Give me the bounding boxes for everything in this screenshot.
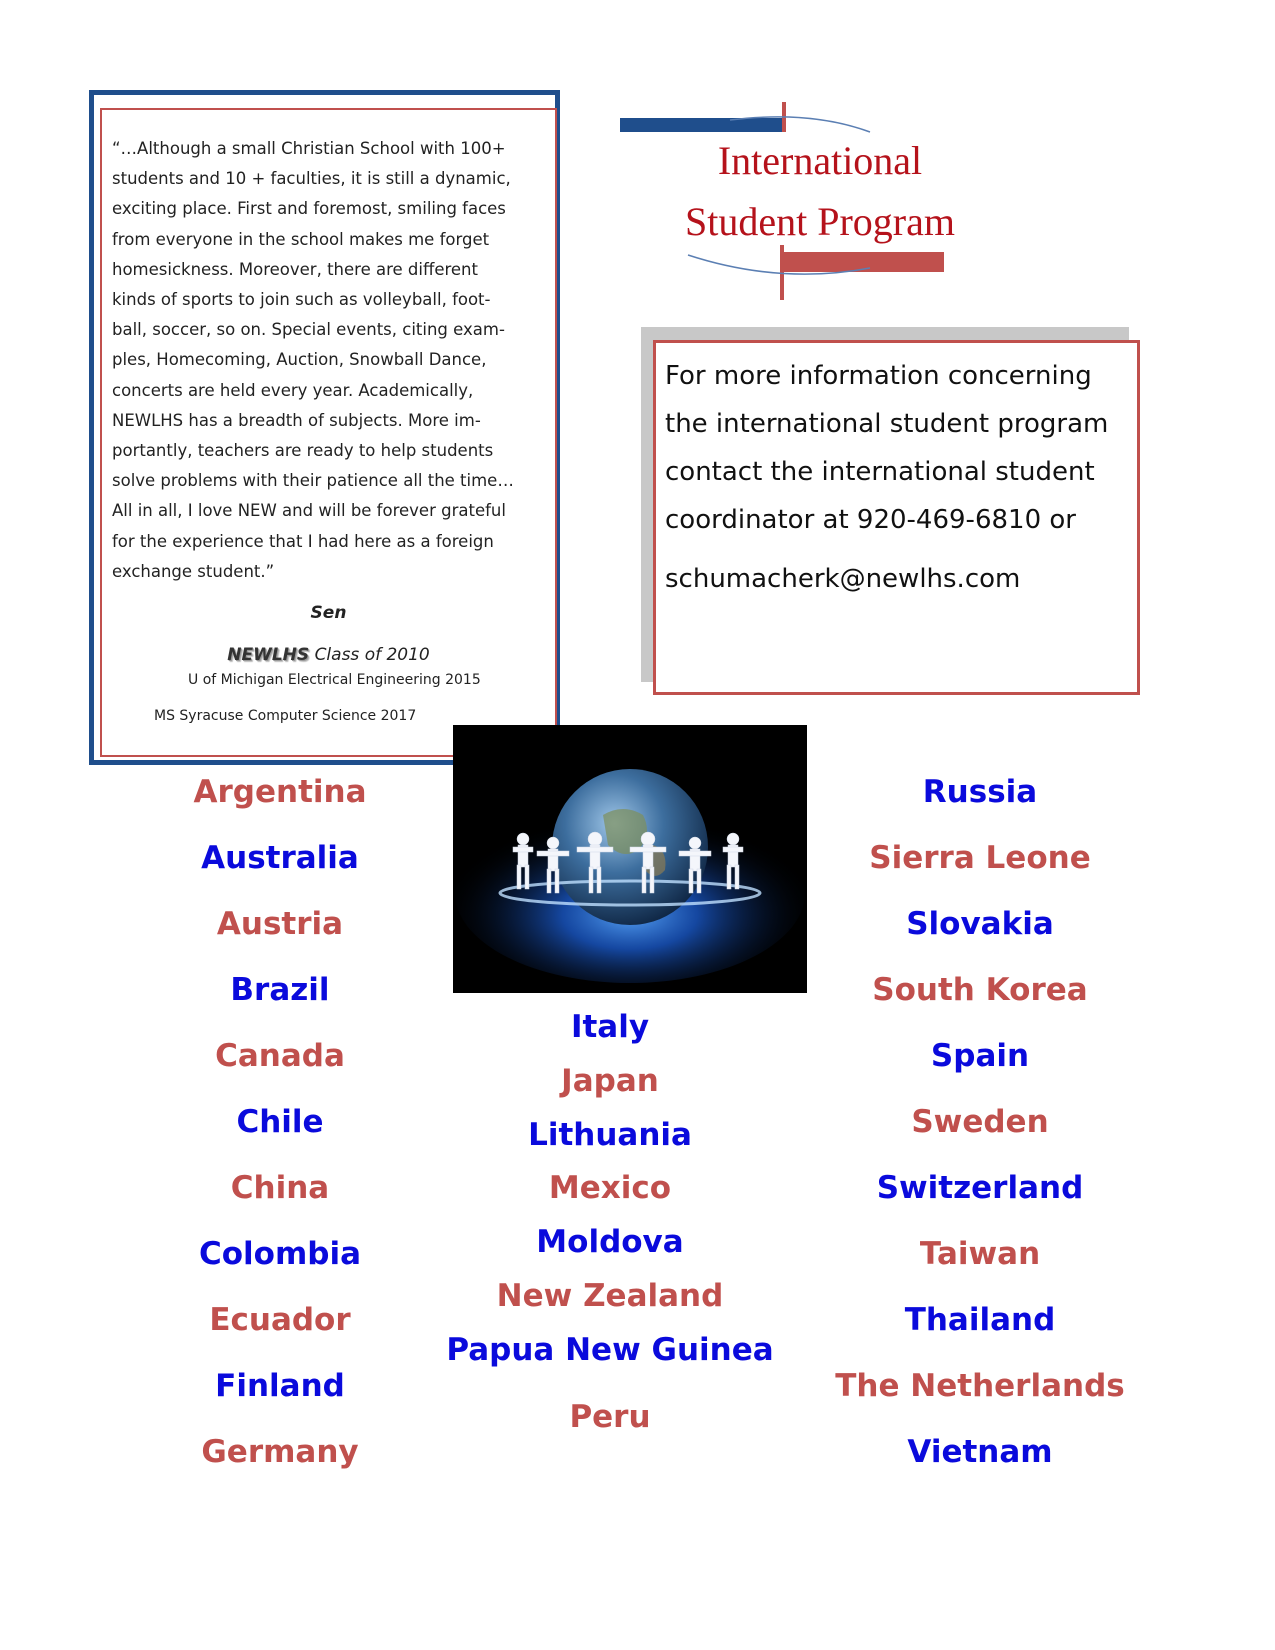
title-student-program: Student Program: [685, 199, 955, 244]
contact-line: the international student program: [665, 409, 1109, 439]
country-japan: Japan: [561, 1063, 659, 1099]
quote-line: exchange student.”: [112, 561, 275, 581]
quote-line: from everyone in the school makes me forget: [112, 229, 490, 249]
country-russia: Russia: [922, 774, 1038, 810]
country-peru: Peru: [569, 1399, 651, 1435]
country-germany: Germany: [201, 1434, 359, 1470]
quote-line: portantly, teachers are ready to help students: [112, 441, 494, 461]
country-australia: Australia: [201, 840, 359, 876]
country-mexico: Mexico: [548, 1170, 672, 1206]
quote-line: exciting place. First and foremost, smiling faces: [112, 199, 506, 219]
country-canada: Canada: [215, 1038, 345, 1074]
quote-line: kinds of sports to join such as volleyball, foot-: [112, 290, 491, 310]
country-italy: Italy: [570, 1009, 650, 1045]
country-south-korea: South Korea: [872, 972, 1088, 1008]
quote-class-year: [100, 645, 557, 665]
country-taiwan: Taiwan: [919, 1236, 1041, 1272]
country-sweden: Sweden: [911, 1104, 1049, 1140]
contact-line: contact the international student: [665, 457, 1095, 487]
quote-author: Sen: [310, 603, 347, 623]
country-ecuador: Ecuador: [209, 1302, 351, 1338]
school-name: NEWLHS: [227, 645, 310, 665]
degree-line-1: U of Michigan Electrical Engineering 2015: [188, 672, 481, 688]
country-moldova: Moldova: [536, 1224, 684, 1260]
contact-info: [665, 352, 1135, 544]
country-slovakia: Slovakia: [906, 906, 1054, 942]
quote-line: homesickness. Moreover, there are different: [112, 259, 478, 279]
quote-line: All in all, I love NEW and will be forever grateful: [112, 501, 506, 521]
country-colombia: Colombia: [198, 1236, 361, 1272]
quote-line: concerts are held every year. Academically,: [112, 380, 474, 400]
quote-line: students and 10 + faculties, it is still a dynamic,: [112, 169, 511, 189]
country-papua-new-guinea: Papua New Guinea: [446, 1332, 774, 1368]
contact-line: For more information concerning: [665, 361, 1092, 391]
country-argentina: Argentina: [193, 774, 367, 810]
contact-line: coordinator at 920-469-6810 or: [665, 505, 1076, 535]
quote-line: ples, Homecoming, Auction, Snowball Dance,: [112, 350, 487, 370]
quote-line: ball, soccer, so on. Special events, citing exam-: [112, 320, 505, 340]
degree-line-2: MS Syracuse Computer Science 2017: [154, 708, 417, 724]
quote-line: NEWLHS has a breadth of subjects. More im-: [112, 410, 481, 430]
country-brazil: Brazil: [230, 972, 330, 1008]
quote-line: for the experience that I had here as a foreign: [112, 531, 494, 551]
country-thailand: Thailand: [904, 1302, 1056, 1338]
title-international: International: [717, 138, 923, 183]
testimonial-quote: [112, 134, 530, 587]
country-austria: Austria: [216, 906, 344, 942]
quote-line: “…Although a small Christian School with 100+: [112, 139, 506, 158]
country-lithuania: Lithuania: [528, 1117, 692, 1153]
country-vietnam: Vietnam: [907, 1434, 1053, 1470]
country-the-netherlands: The Netherlands: [835, 1368, 1125, 1404]
country-spain: Spain: [930, 1038, 1030, 1074]
country-chile: Chile: [236, 1104, 324, 1140]
country-china: China: [230, 1170, 330, 1206]
country-sierra-leone: Sierra Leone: [869, 840, 1091, 876]
quote-line: solve problems with their patience all the time…: [112, 471, 514, 491]
class-of: Class of 2010: [314, 645, 430, 665]
country-switzerland: Switzerland: [876, 1170, 1084, 1206]
country-new-zealand: New Zealand: [496, 1278, 724, 1314]
country-finland: Finland: [215, 1368, 345, 1404]
globe-with-paper-people-icon: [453, 725, 807, 993]
contact-email[interactable]: schumacherk@newlhs.com: [665, 564, 1021, 594]
